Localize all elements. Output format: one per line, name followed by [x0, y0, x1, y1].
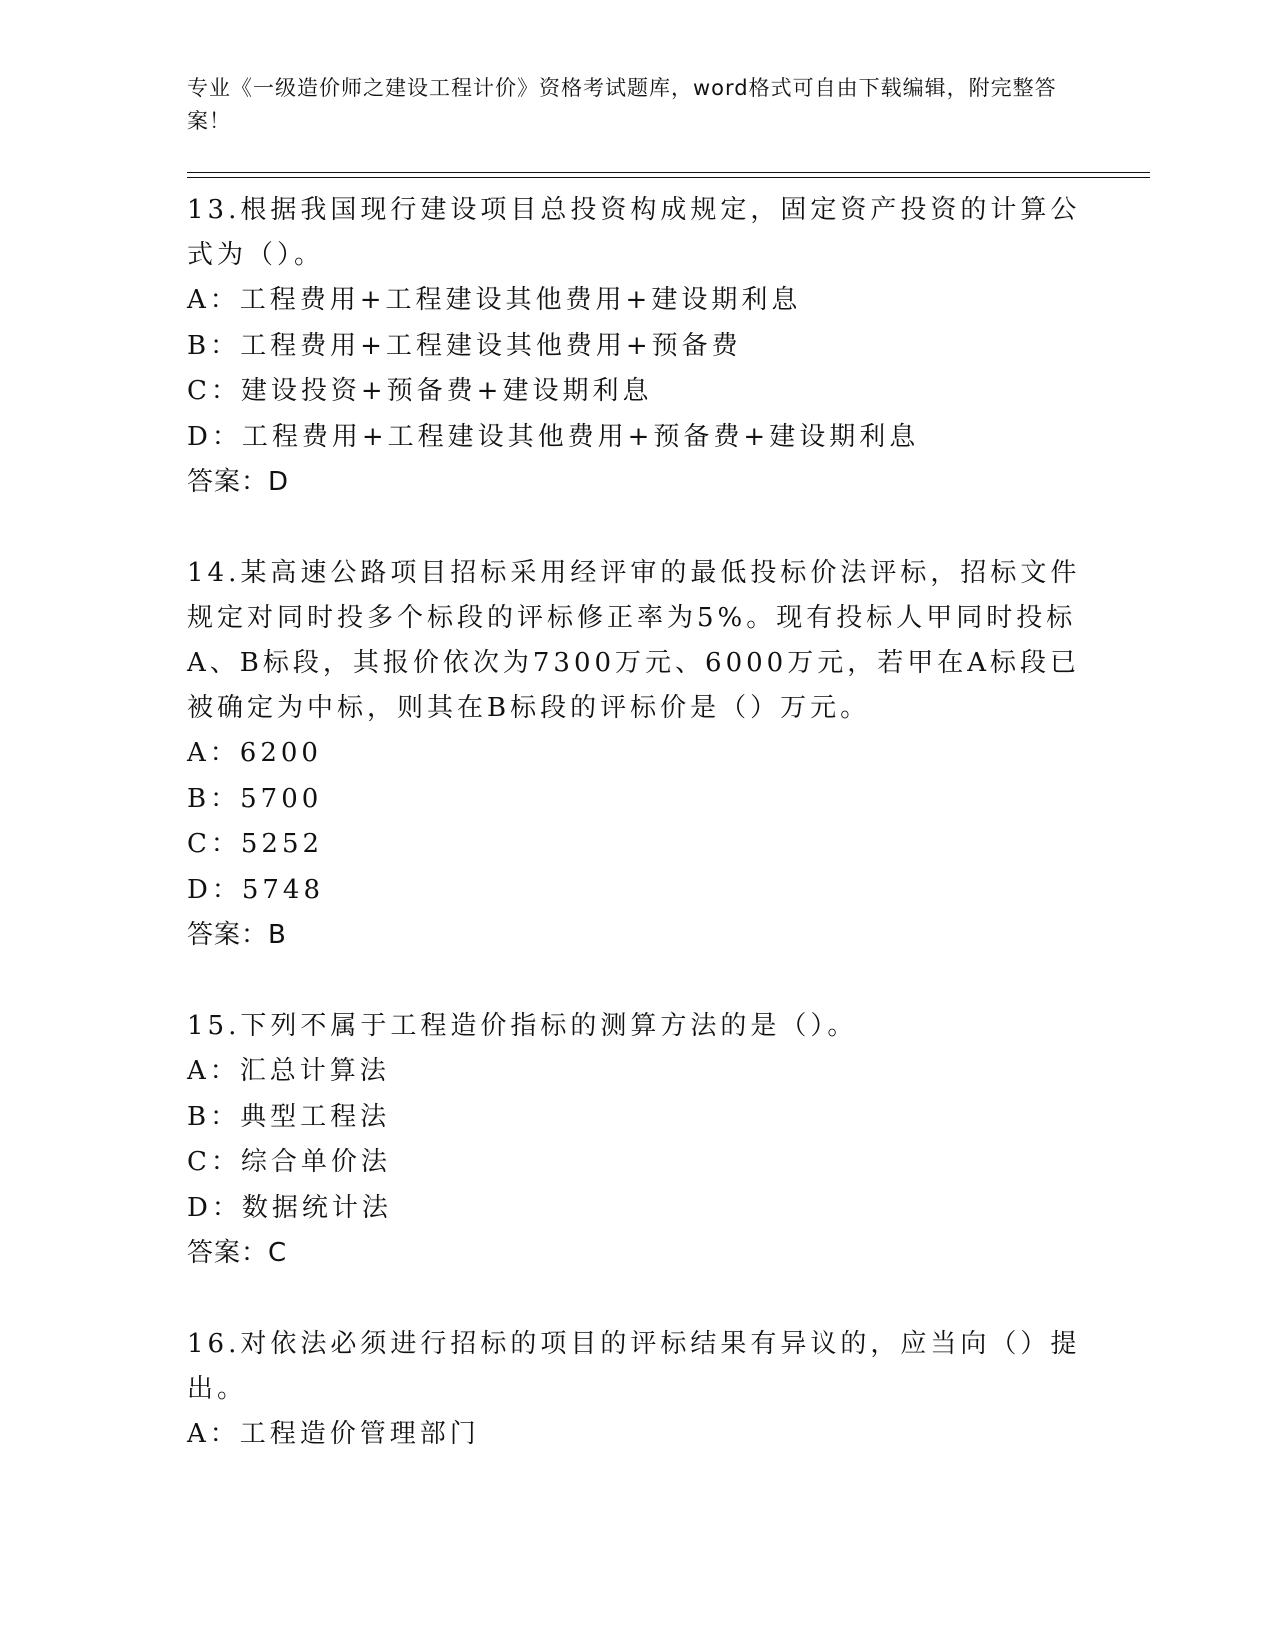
question-15	[187, 1004, 1087, 1276]
option-d: D：数据统计法	[187, 1192, 392, 1223]
question-text: 14.某高速公路项目招标采用经评审的最低投标价法评标，招标文件规定对同时投多个标段的评标修正率为5%。现有投标人甲同时投标A、B标段，其报价依次为7300万元、6000万元，若甲在A标段已被确定为中标，则其在B标段的评标价是（）万元。	[187, 558, 1081, 723]
question-text: 16.对依法必须进行招标的项目的评标结果有异议的，应当向（）提出。	[187, 1329, 1081, 1404]
header-rule-bottom	[187, 177, 1150, 178]
question-text: 13.根据我国现行建设项目总投资构成规定，固定资产投资的计算公式为（）。	[187, 195, 1081, 270]
option-c: C：综合单价法	[187, 1147, 391, 1177]
option-c: C：5252	[187, 829, 324, 859]
answer: 答案：D	[187, 467, 290, 497]
spacer	[187, 958, 1087, 1004]
question-16	[187, 1322, 1087, 1458]
question-14	[187, 551, 1087, 958]
option-a: A：工程造价管理部门	[187, 1419, 480, 1449]
answer: 答案：B	[187, 920, 287, 950]
spacer	[187, 1276, 1087, 1322]
question-text: 15.下列不属于工程造价指标的测算方法的是（）。	[187, 1011, 858, 1041]
option-d: D：5748	[187, 874, 325, 905]
question-list	[187, 188, 1087, 1458]
option-a: A：汇总计算法	[187, 1056, 390, 1086]
option-b: B：典型工程法	[187, 1101, 391, 1132]
spacer	[187, 505, 1087, 551]
document-header: 专业《一级造价师之建设工程计价》资格考试题库，word格式可自由下载编辑，附完整答案！	[187, 76, 1057, 133]
option-c: C：建设投资+预备费+建设期利息	[187, 376, 653, 406]
question-13	[187, 188, 1087, 505]
option-b: B：工程费用+工程建设其他费用+预备费	[187, 330, 742, 361]
header-rule-top	[187, 172, 1150, 173]
answer: 答案：C	[187, 1238, 288, 1268]
option-b: B：5700	[187, 783, 323, 814]
option-a: A：6200	[187, 738, 322, 768]
option-a: A：工程费用+工程建设其他费用+建设期利息	[187, 285, 802, 315]
option-d: D：工程费用+工程建设其他费用+预备费+建设期利息	[187, 421, 920, 452]
